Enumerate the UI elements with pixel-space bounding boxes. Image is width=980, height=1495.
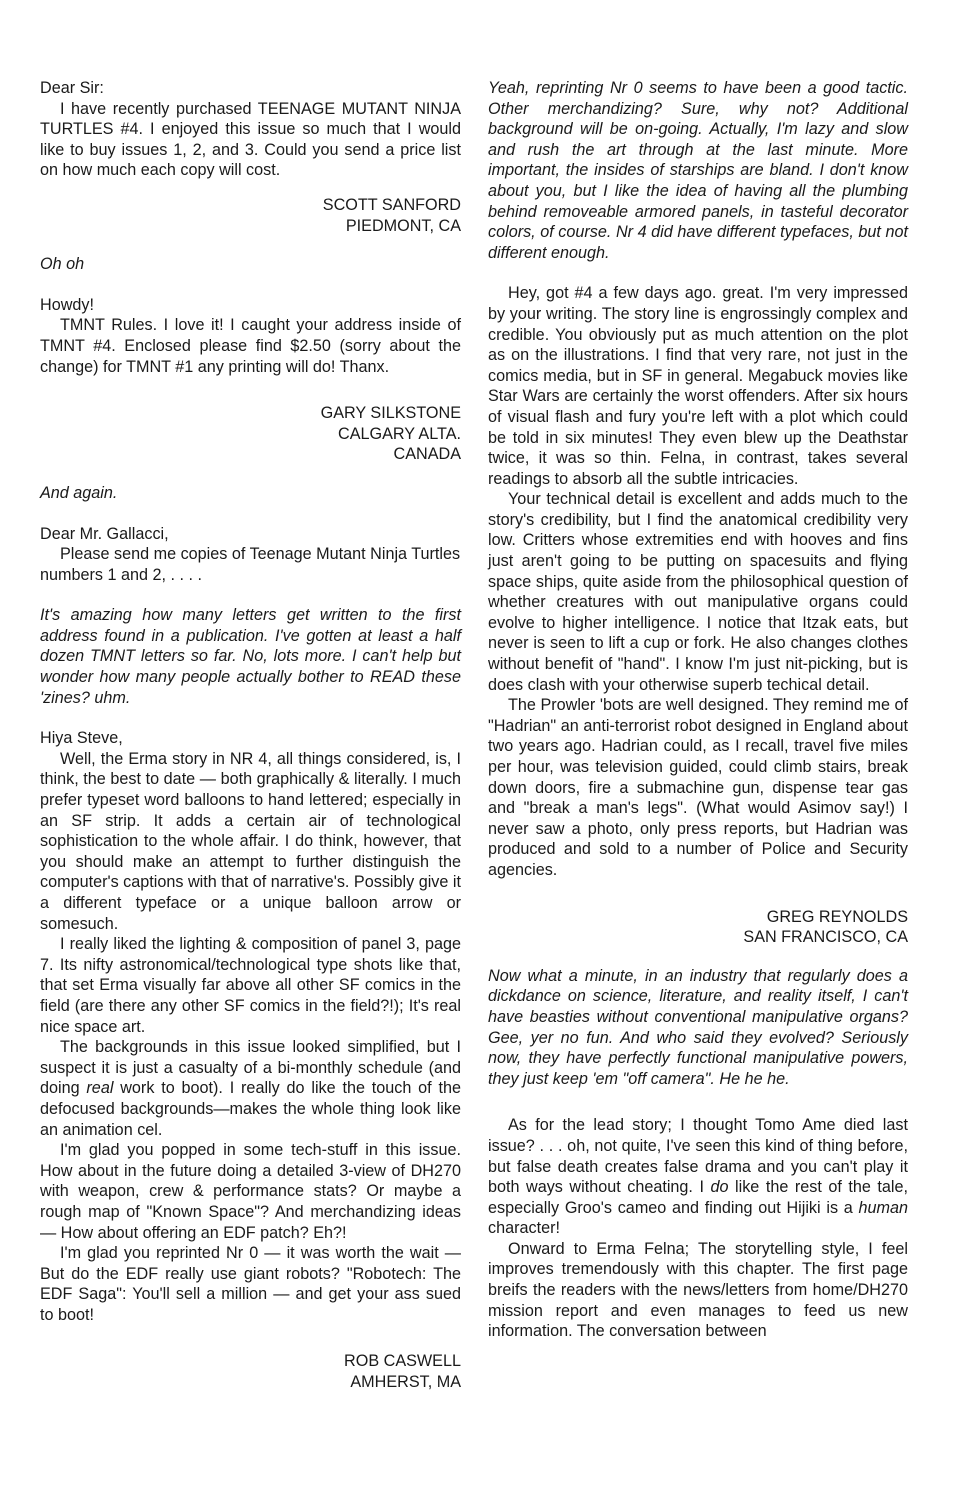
signature-place: SAN FRANCISCO, CA (743, 928, 908, 947)
letter4-paragraph: The backgrounds in this issue looked simplified, but I suspect it is just a casualty of a bi-monthly schedule (and doing real work to boot). I really do like the touch of the defocused backgrounds—makes the whole thing look like an animation cel. (40, 1038, 461, 1139)
signature-place: PIEDMONT, CA (345, 216, 461, 235)
letter1-signature (40, 195, 461, 236)
left-column (40, 78, 461, 1393)
signature-name: ROB CASWELL (344, 1352, 461, 1371)
letter6-paragraph: Onward to Erma Felna; The storytelling style, I feel improves tremendously with this chapter. The first page breifs the readers with the news/letters from home/DH270 mission report and even manages to feed us new information. The conversation between (488, 1239, 908, 1341)
letter5-paragraph: The Prowler 'bots are well designed. They remind me of "Hadrian" an anti-terrorist robot designed in England about two years ago. Hadrian could, as I recall, travel five miles per hour, was television guided, could climb stairs, break down doors, fire a submachine gun, dispense tear gas and "break a man's legs". (What would Asimov say!) I never saw a photo, only press reports, but Hadrian was produced and sold to a number of Police and Security agencies. (488, 696, 908, 879)
letter6-paragraph: As for the lead story; I thought Tomo Ame died last issue? . . . oh, not quite, I've seen this kind of thing before, but false death creates false drama and you can't play it both ways without cheating. I do like the rest of the tale, especially Groo's cameo and finding out Hijiki is a human character! (488, 1116, 908, 1238)
letter4-paragraph: I'm glad you reprinted Nr 0 — it was worth the wait — But do the EDF really use giant robots? "Robotech: The EDF Saga": You'll sell a million — and get your ass sued to boot! (40, 1244, 461, 1324)
letter4-paragraph: I'm glad you popped in some tech-stuff in this issue. How about in the future doing a detailed 3-view of DH270 with weapon, crew & performance stats? Or maybe a rough map of "Known Space"? And merchandizing ideas — How about offering an EDF patch? Eh?! (40, 1141, 461, 1242)
signature-place: AMHERST, MA (350, 1373, 461, 1392)
editor-reply-3: It's amazing how many letters get written to the first address found in a publication. I've gotten at least a half dozen TMNT letters so far. No, lots more. I can't help but wonder how many people actually bother to READ these 'zines? uhm. (40, 606, 461, 707)
letter3-salutation: Dear Mr. Gallacci, (40, 524, 169, 543)
right-column (488, 78, 908, 1342)
letter2-signature (40, 403, 461, 465)
editor-reply-5: Now what a minute, in an industry that regularly does a dickdance on science, literature, and reality itself, I can't have beasties without conventional manipulative organs? Gee, yer no fun. And who said they evolved? Seriously now, they have perfectly functional manipulative powers, they just keep 'em "off camera". He he he. (488, 966, 908, 1088)
letter4-salutation: Hiya Steve, (40, 729, 123, 748)
letter4-signature (40, 1351, 461, 1392)
editor-reply-2: And again. (40, 483, 118, 502)
signature-name: GARY SILKSTONE (320, 404, 461, 423)
letter4-paragraph: Well, the Erma story in NR 4, all things considered, is, I think, the best to date — both graphically & literally. I much prefer typeset word balloons to hand lettered; especially in an SF strip. It adds a certain air of technological sophistication to the whole affair. I do think, however, that you should make an attempt to further distinguish the computer's captions with that of narrative's. Possibly give it a different typeface or a unique balloon arrow or somesuch. (40, 749, 461, 933)
letter1-salutation: Dear Sir: (40, 79, 104, 97)
letter5-signature (488, 907, 908, 948)
editor-reply-4: Yeah, reprinting Nr 0 seems to have been a good tactic. Other merchandizing? Sure, why not? Additional background will be on-going. Actually, I'm lazy and slow and rush the art through at the last minute. More important, the insides of starships are bland. I don't know about you, but I like the idea of having all the plumbing behind removeable armored panels, in tasteful decorator colors, of course. Nr 4 did have different typefaces, but not different enough. (488, 79, 908, 262)
letter3-body: Please send me copies of Teenage Mutant Ninja Turtles numbers 1 and 2, . . . . (40, 545, 461, 584)
editor-reply-1: Oh oh (40, 255, 85, 274)
signature-name: GREG REYNOLDS (766, 907, 908, 926)
signature-city: CALGARY ALTA. (338, 424, 461, 443)
signature-country: CANADA (393, 445, 461, 464)
letter5-paragraph: Hey, got #4 a few days ago. great. I'm very impressed by your writing. The story line is engrossingly complex and credible. You obviously put as much attention on the plot as on the illustrations. I find that very rare, not just in the comics media, but in SF in general. Megabuck movies like Star Wars are certainly the worst offenders. After six hours of visual flash and fury you're left with a plot which could be told in six minutes! They even blew up the Deathstar twice, it was so thin. Felna, in contrast, takes several readings to absorb all the subtle intricacies. (488, 284, 908, 488)
letter1-body: I have recently purchased TEENAGE MUTANT NINJA TURTLES #4. I enjoyed this issue so much that I would like to buy issues 1, 2, and 3. Could you send a price list on how much each copy will cost. (40, 99, 461, 180)
letter2-salutation: Howdy! (40, 295, 94, 314)
signature-name: SCOTT SANFORD (322, 195, 461, 214)
letter5-paragraph: Your technical detail is excellent and adds much to the story's credibility, but I find the anatomical credibility very low. Critters whose extremities end with hooves and fins just aren't going to be putting on spacesuits and flying space ships, quite aside from the philosophical question of whether creatures with out manipulative organs could evolve to higher intelligence. I notice that Itzak eats, but never is seen to lift a cup or fork. He also changes clothes without benefit of "hand". I know I'm just nit-picking, but is does clash with your otherwise superb techical detail. (488, 490, 908, 694)
letter4-paragraph: I really liked the lighting & composition of panel 3, page 7. Its nifty astronomical/technological type shots like that, that set Erma visually far above all other SF comics in the field (are there any other SF comics in the field?!); It's real nice space art. (40, 935, 461, 1036)
letter2-body: TMNT Rules. I love it! I caught your address inside of TMNT #4. Enclosed please find $2.50 (sorry about the change) for TMNT #1 any printing will do! Thanx. (40, 316, 461, 376)
